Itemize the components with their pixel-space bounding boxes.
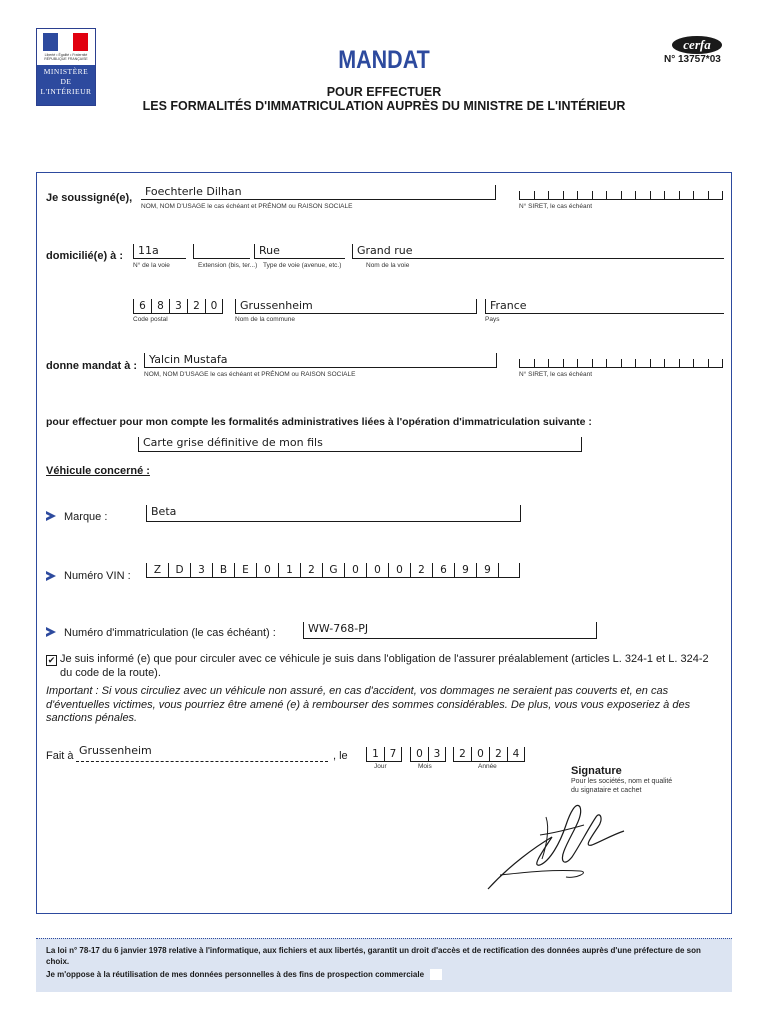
comb-tick (548, 359, 549, 367)
street-name-field[interactable] (352, 244, 724, 259)
opt-out-checkbox[interactable] (430, 969, 442, 980)
comb-tick (693, 359, 694, 367)
arrow-icon (46, 627, 56, 637)
date-year-digit: 4 (507, 747, 525, 762)
date-month-field[interactable] (410, 747, 446, 762)
month-hint: Mois (418, 763, 432, 770)
undersigned-siret-field[interactable] (519, 191, 723, 200)
comb-tick (621, 191, 622, 199)
vin-character: 0 (388, 563, 410, 578)
postal-code-field[interactable] (133, 299, 223, 314)
cerfa-number: N° 13757*03 (664, 54, 721, 65)
place-value: Grussenheim (79, 744, 152, 757)
subtitle-line-1: POUR EFFECTUER (326, 85, 442, 99)
operation-field[interactable] (138, 437, 582, 452)
comb-tick (679, 359, 680, 367)
registration-field[interactable] (303, 622, 597, 639)
street-number-field[interactable] (133, 244, 186, 259)
date-year-digit: 2 (453, 747, 471, 762)
date-day-digit: 7 (384, 747, 402, 762)
mandatary-siret-field[interactable] (519, 359, 723, 368)
comb-tick (577, 191, 578, 199)
date-month-digit: 0 (410, 747, 428, 762)
postal-code-digit: 3 (169, 299, 187, 314)
undersigned-name-value: Foechterle Dilhan (145, 185, 242, 198)
mandatary-name-field[interactable] (144, 353, 497, 368)
footer-opt-out-row (46, 969, 722, 980)
vin-character: 3 (190, 563, 212, 578)
comb-tick (722, 359, 723, 367)
comb-tick (534, 191, 535, 199)
comb-tick (592, 191, 593, 199)
comb-tick (664, 191, 665, 199)
country-hint: Pays (485, 316, 500, 323)
address-label: domicilié(e) à : (46, 250, 124, 262)
postal-code-hint: Code postal (133, 316, 168, 323)
city-value: Grussenheim (240, 299, 313, 312)
insurance-text: Je suis informé (e) que pour circuler avec ce véhicule je suis dans l'obligation de l'assurer préalablement (articles L. 324-1 et L. 324-2 du code de la route). (60, 653, 709, 679)
mandate-label: donne mandat à : (46, 360, 138, 372)
arrow-icon (46, 571, 56, 581)
arrow-icon (46, 511, 56, 521)
street-extension-hint: Extension (bis, ter...) (198, 262, 258, 269)
ministry-line-1: MINISTÈRE (43, 67, 89, 76)
comb-tick (635, 191, 636, 199)
ministry-line-3: L'INTÉRIEUR (40, 87, 92, 96)
street-name-hint: Nom de la voie (366, 262, 410, 269)
street-type-value: Rue (259, 244, 280, 257)
comb-tick (650, 359, 651, 367)
undersigned-label: Je soussigné(e), (46, 192, 133, 204)
signature-hint (571, 777, 672, 795)
city-hint: Nom de la commune (235, 316, 295, 323)
vin-label: Numéro VIN : (64, 570, 131, 582)
street-name-value: Grand rue (357, 244, 413, 257)
footer-notice (36, 938, 732, 992)
street-extension-field[interactable] (193, 244, 250, 259)
vin-character: B (212, 563, 234, 578)
signature-hint-line-2: du signataire et cachet (571, 787, 642, 794)
logo-motto: Liberté • Égalité • Fraternité (44, 53, 88, 57)
comb-tick (708, 191, 709, 199)
vin-character: Z (146, 563, 168, 578)
logo-republic: RÉPUBLIQUE FRANÇAISE (44, 57, 88, 61)
street-type-field[interactable] (254, 244, 345, 259)
date-month-digit: 3 (428, 747, 446, 762)
mandatary-name-hint: NOM, NOM D'USAGE le cas échéant et PRÉNOM ou RAISON SOCIALE (144, 371, 356, 378)
undersigned-name-hint: NOM, NOM D'USAGE le cas échéant et PRÉNOM ou RAISON SOCIALE (141, 203, 353, 210)
vin-character (498, 563, 520, 578)
comb-tick (563, 191, 564, 199)
operation-value: Carte grise définitive de mon fils (143, 436, 323, 449)
day-hint: Jour (374, 763, 387, 770)
insurance-important: Important : Si vous circuliez avec un véhicule non assuré, en cas d'accident, vos dommages ne seraient pas couverts et, en cas d'éventuelles victimes, vous pourriez être amené (e) à rembourser des sommes considérables. De plus, vous vous exposeriez à des sanctions pénales. (46, 685, 691, 724)
comb-tick (606, 359, 607, 367)
postal-code-digit: 6 (133, 299, 151, 314)
year-hint: Année (478, 763, 497, 770)
footer-privacy-text: La loi n° 78-17 du 6 janvier 1978 relative à l'informatique, aux fichiers et aux libertés, garantit un droit d'accès et de rectification des données auprès d'une préfecture de son choix. (46, 946, 701, 966)
page-title: MANDAT (338, 46, 430, 74)
comb-tick (621, 359, 622, 367)
vehicle-heading: Véhicule concerné : (46, 465, 150, 477)
registration-value: WW-768-PJ (308, 622, 369, 635)
date-separator: , le (333, 750, 348, 762)
footer-opt-out-text: Je m'oppose à la réutilisation de mes données personnelles à des fins de prospection commerciale (46, 970, 425, 979)
place-label: Fait à (46, 750, 74, 762)
ministry-line-2: DE (60, 77, 72, 86)
date-year-field[interactable] (453, 747, 525, 762)
date-year-digit: 2 (489, 747, 507, 762)
city-field[interactable] (235, 299, 477, 314)
comb-tick (650, 191, 651, 199)
vin-field[interactable] (146, 563, 520, 578)
comb-tick (664, 359, 665, 367)
vin-character: 6 (432, 563, 454, 578)
comb-tick (592, 359, 593, 367)
undersigned-siret-hint: N° SIRET, le cas échéant (519, 203, 593, 210)
comb-tick (606, 191, 607, 199)
vin-character: 0 (256, 563, 278, 578)
vin-character: 9 (454, 563, 476, 578)
signature-label: Signature (571, 765, 622, 777)
comb-tick (577, 359, 578, 367)
comb-tick (563, 359, 564, 367)
comb-tick (548, 191, 549, 199)
handwritten-signature (480, 795, 630, 895)
vin-character: E (234, 563, 256, 578)
subtitle-line-2: LES FORMALITÉS D'IMMATRICULATION AUPRÈS DU MINISTRE DE L'INTÉRIEUR (142, 99, 626, 113)
street-type-hint: Type de voie (avenue, etc.) (263, 262, 342, 269)
date-day-digit: 1 (366, 747, 384, 762)
comb-tick (679, 191, 680, 199)
country-field[interactable] (485, 299, 724, 314)
postal-code-digit: 0 (205, 299, 223, 314)
insurance-checkbox[interactable]: ✔ (47, 655, 56, 665)
comb-tick (519, 191, 520, 199)
comb-tick (693, 191, 694, 199)
street-number-hint: N° de la voie (133, 262, 170, 269)
vin-character: 0 (366, 563, 388, 578)
cerfa-logo: cerfa (672, 36, 722, 54)
registration-label: Numéro d'immatriculation (le cas échéant) : (64, 627, 276, 639)
comb-tick (635, 359, 636, 367)
mandatary-name-value: Yalcin Mustafa (149, 353, 228, 366)
brand-value: Beta (151, 505, 177, 518)
country-value: France (490, 299, 527, 312)
vin-character: 2 (300, 563, 322, 578)
comb-tick (722, 191, 723, 199)
comb-tick (519, 359, 520, 367)
date-year-digit: 0 (471, 747, 489, 762)
vin-character: 9 (476, 563, 498, 578)
brand-field[interactable] (146, 505, 521, 522)
postal-code-digit: 8 (151, 299, 169, 314)
vin-character: 2 (410, 563, 432, 578)
mandatary-siret-hint: N° SIRET, le cas échéant (519, 371, 593, 378)
vin-character: D (168, 563, 190, 578)
brand-label: Marque : (64, 511, 108, 523)
vin-character: 0 (344, 563, 366, 578)
date-day-field[interactable] (366, 747, 402, 762)
signature-hint-line-1: Pour les sociétés, nom et qualité (571, 778, 673, 785)
postal-code-digit: 2 (187, 299, 205, 314)
place-field[interactable] (76, 745, 328, 762)
operation-label: pour effectuer pour mon compte les formalités administratives liées à l'opération d'immatriculation suivante : (46, 416, 592, 428)
vin-character: G (322, 563, 344, 578)
vin-character: 1 (278, 563, 300, 578)
comb-tick (708, 359, 709, 367)
comb-tick (534, 359, 535, 367)
street-number-value: 11a (138, 244, 159, 257)
undersigned-name-field[interactable] (141, 185, 496, 200)
